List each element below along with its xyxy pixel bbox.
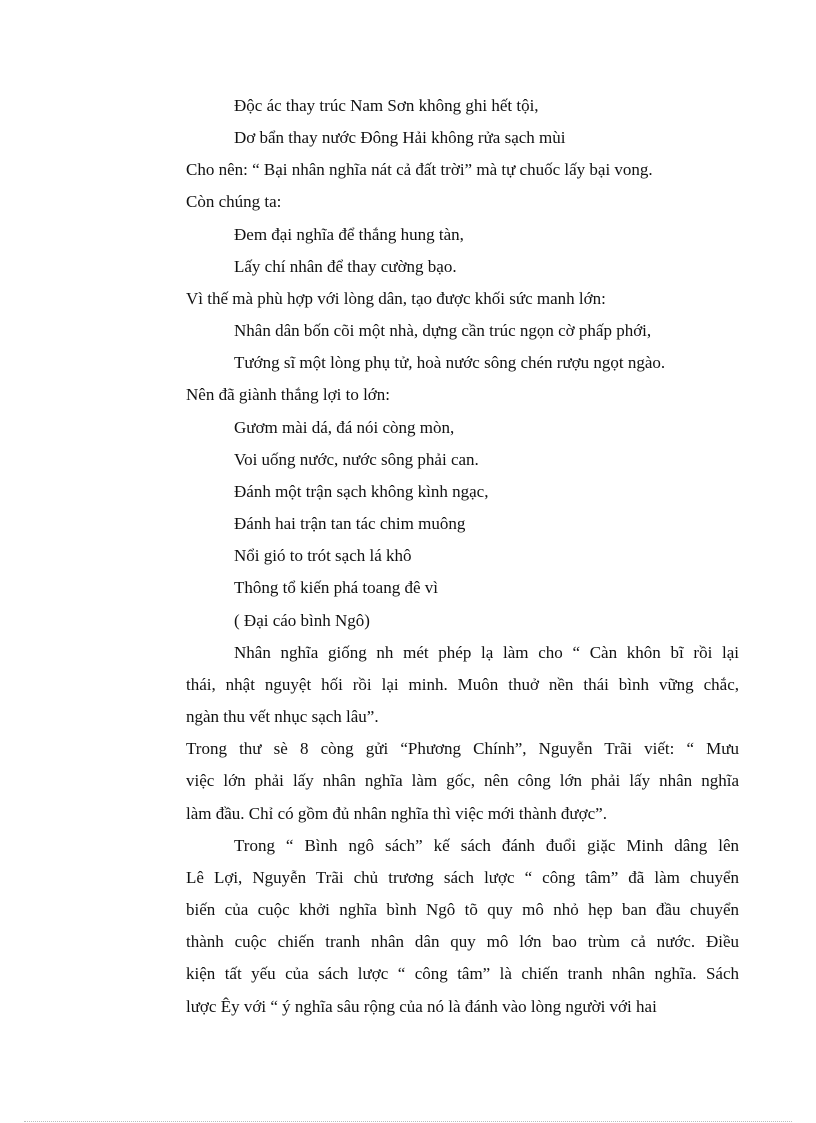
poem-line: Nổi gió to trót sạch lá khô xyxy=(234,546,412,565)
paragraph-line: biến của cuộc khởi nghĩa bình Ngô tõ quy mô nhỏ hẹp ban đầu chuyển xyxy=(186,900,739,919)
paragraph-line: việc lớn phải lấy nhân nghĩa làm gốc, nên công lớn phải lấy nhân nghĩa xyxy=(186,771,739,790)
body-line: Cho nên: “ Bại nhân nghĩa nát cả đất trời” mà tự chuốc lấy bại vong. xyxy=(186,160,653,179)
page-bottom-divider xyxy=(24,1121,792,1122)
body-line: Nên đã giành thắng lợi to lớn: xyxy=(186,385,390,404)
paragraph-line: lược Êy với “ ý nghĩa sâu rộng của nó là đánh vào lòng người với hai xyxy=(186,997,657,1016)
poem-line: Voi uống nước, nước sông phải can. xyxy=(234,450,479,469)
poem-line: Dơ bẩn thay nước Đông Hải không rửa sạch mùi xyxy=(234,128,566,147)
poem-line: Đem đại nghĩa để thắng hung tàn, xyxy=(234,225,464,244)
poem-line: Đánh một trận sạch không kình ngạc, xyxy=(234,482,489,501)
paragraph-line: kiện tất yếu của sách lược “ công tâm” là chiến tranh nhân nghĩa. Sách xyxy=(186,964,739,983)
paragraph-line: ngàn thu vết nhục sạch lâu”. xyxy=(186,707,379,726)
body-line: Còn chúng ta: xyxy=(186,192,282,211)
body-line: Vì thế mà phù hợp với lòng dân, tạo được khối sức manh lớn: xyxy=(186,289,606,308)
paragraph-line: thành cuộc chiến tranh nhân dân quy mô lớn bao trùm cả nước. Điều xyxy=(186,932,739,951)
paragraph-line: Nhân nghĩa giống nh mét phép lạ làm cho “ Càn khôn bĩ rồi lại xyxy=(234,643,739,662)
citation: ( Đại cáo bình Ngô) xyxy=(234,611,370,630)
poem-line: Gươm mài dá, đá nói còng mòn, xyxy=(234,418,455,437)
paragraph-line: thái, nhật nguyệt hối rồi lại minh. Muôn thuở nền thái bình vững chắc, xyxy=(186,675,739,694)
poem-line: Lấy chí nhân để thay cường bạo. xyxy=(234,257,457,276)
paragraph-line: làm đầu. Chỉ có gồm đủ nhân nghĩa thì việc mới thành được”. xyxy=(186,804,607,823)
poem-line: Đánh hai trận tan tác chim muông xyxy=(234,514,466,533)
poem-line: Độc ác thay trúc Nam Sơn không ghi hết tội, xyxy=(234,96,539,115)
paragraph-line: Trong thư sè 8 còng gửi “Phương Chính”, Nguyễn Trãi viết: “ Mưu xyxy=(186,739,739,758)
poem-line: Nhân dân bốn cõi một nhà, dựng cần trúc ngọn cờ phấp phới, xyxy=(234,321,652,340)
poem-line: Tướng sĩ một lòng phụ tử, hoà nước sông chén rượu ngọt ngào. xyxy=(234,353,666,372)
poem-line: Thông tổ kiến phá toang đê vì xyxy=(234,578,438,597)
paragraph-line: Lê Lợi, Nguyễn Trãi chủ trương sách lược “ công tâm” đã làm chuyển xyxy=(186,868,739,887)
paragraph-line: Trong “ Bình ngô sách” kế sách đánh đuổi giặc Minh dâng lên xyxy=(234,836,739,855)
